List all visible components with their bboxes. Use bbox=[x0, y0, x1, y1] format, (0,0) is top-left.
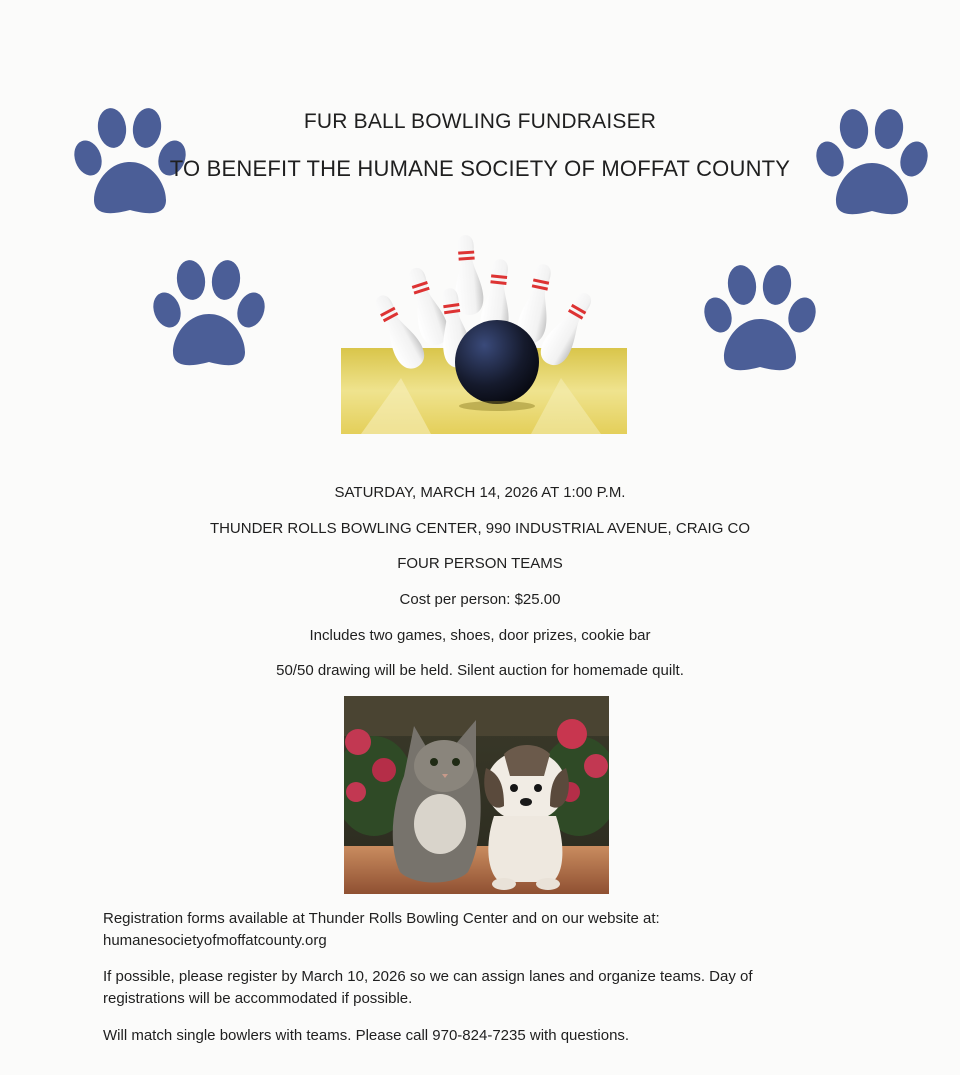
registration-info bbox=[103, 908, 823, 952]
website-link[interactable]: humanesocietyofmoffatcounty.org bbox=[103, 932, 327, 949]
event-cost: Cost per person: $25.00 bbox=[399, 591, 561, 608]
bowling-pins-and-ball-image bbox=[341, 228, 627, 434]
paw-print-icon-mid-right bbox=[702, 263, 818, 375]
flyer-subtitle: TO BENEFIT THE HUMANE SOCIETY OF MOFFAT COUNTY bbox=[169, 156, 791, 181]
register-by-line-2: registrations will be accommodated if possible. bbox=[103, 990, 413, 1007]
event-location: THUNDER ROLLS BOWLING CENTER, 990 INDUSTRIAL AVENUE, CRAIG CO bbox=[209, 520, 751, 537]
register-by-info bbox=[103, 966, 823, 1010]
registration-line: Registration forms available at Thunder Rolls Bowling Center and on our website at: bbox=[103, 910, 660, 927]
single-bowlers-info: Will match single bowlers with teams. Please call 970-824-7235 with questions. bbox=[103, 1027, 630, 1044]
event-teams: FOUR PERSON TEAMS bbox=[397, 555, 563, 572]
event-includes: Includes two games, shoes, door prizes, cookie bar bbox=[309, 627, 651, 644]
event-drawing: 50/50 drawing will be held. Silent auction for homemade quilt. bbox=[276, 662, 684, 679]
flyer-title: FUR BALL BOWLING FUNDRAISER bbox=[303, 110, 657, 133]
register-by-line-1: If possible, please register by March 10, 2026 so we can assign lanes and organize teams. Day of bbox=[103, 968, 753, 985]
paw-print-icon-mid-left bbox=[151, 258, 267, 370]
kitten-and-puppy-photo bbox=[344, 696, 609, 894]
event-date-time: SATURDAY, MARCH 14, 2026 AT 1:00 P.M. bbox=[334, 484, 626, 501]
